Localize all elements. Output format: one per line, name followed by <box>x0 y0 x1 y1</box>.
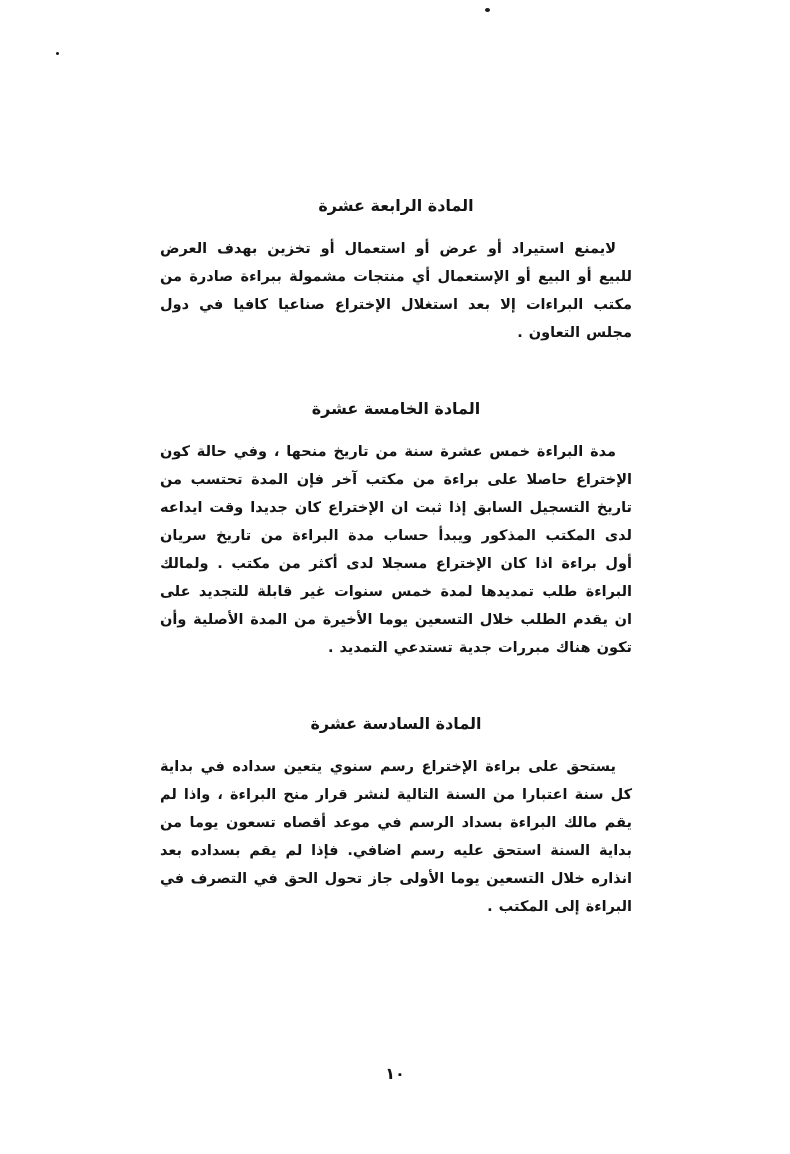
scan-speck <box>485 8 490 12</box>
article-fourteen-body: لايمنع استيراد أو عرض أو استعمال أو تخزين بهدف العرض للبيع أو البيع أو الإستعمال أي منتجات مشمولة ببراءة صادرة من مكتب البراءات إلا بعد استغلال الإختراع صناعيا كافيا في دول مجلس التعاون . <box>160 241 632 341</box>
article-sixteen-title: المادة السادسة عشرة <box>310 714 482 733</box>
article-sixteen-body: يستحق على براءة الإختراع رسم سنوي يتعين سداده في بداية كل سنة اعتبارا من السنة التالية لنشر قرار منح البراءة ، واذا لم يقم مالك البراءة بسداد الرسم في موعد أقصاه تسعون يوما من بداية السنة استحق عليه رسم اضافي. فإذا لم يقم بسداده بعد انذاره خلال التسعين يوما الأولى جاز تحول الحق في التصرف في البراءة إلى المكتب . <box>160 759 632 915</box>
scan-speck <box>56 52 59 55</box>
page-number: ١٠ <box>385 1064 405 1083</box>
article-fourteen-title: المادة الرابعة عشرة <box>318 196 474 215</box>
article-fourteen <box>160 196 632 347</box>
article-fifteen-body: مدة البراءة خمس عشرة سنة من تاريخ منحها ، وفي حالة كون الإختراع حاصلا على براءة من مكتب آخر فإن المدة تحتسب من تاريخ التسجيل السابق إذا ثبت ان الإختراع كان جديدا وقت ايداعه لدى المكتب المذكور ويبدأ حساب مدة البراءة من تاريخ سريان أول براءة اذا كان الإختراع مسجلا لدى أكثر من مكتب . ولمالك البراءة طلب تمديدها لمدة خمس سنوات غير قابلة للتجديد على ان يقدم الطلب خلال التسعين يوما الأخيرة من المدة الأصلية وأن تكون هناك مبررات جدية تستدعي التمديد . <box>160 444 632 656</box>
document-content <box>160 196 632 921</box>
article-sixteen <box>160 714 632 921</box>
article-fifteen-title: المادة الخامسة عشرة <box>311 399 481 418</box>
article-fifteen <box>160 399 632 662</box>
